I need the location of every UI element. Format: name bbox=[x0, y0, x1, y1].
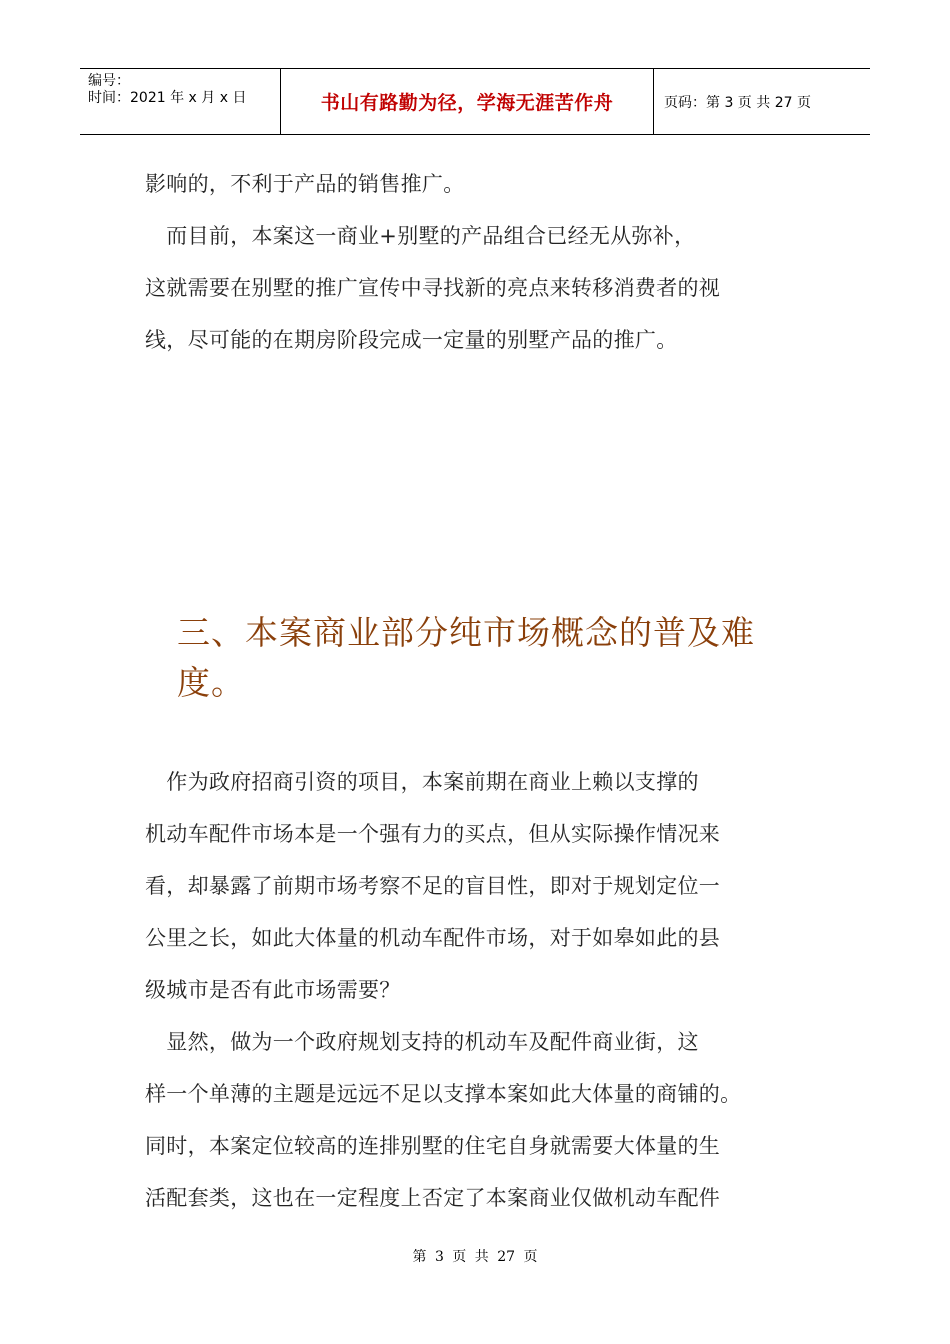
text-line: 级城市是否有此市场需要？ bbox=[145, 978, 401, 1002]
text-line: 样一个单薄的主题是远远不足以支撑本案如此大体量的商铺的。 bbox=[145, 1082, 742, 1106]
text-line: 而目前，本案这一商业+别墅的产品组合已经无从弥补， bbox=[145, 224, 696, 248]
paragraph-bottom bbox=[145, 756, 810, 1224]
heading-line-1: 三、本案商业部分纯市场概念的普及难 bbox=[177, 613, 755, 652]
header-meta bbox=[80, 69, 281, 134]
section-heading bbox=[177, 608, 827, 708]
paragraph-top bbox=[145, 158, 810, 366]
text-line: 显然，做为一个政府规划支持的机动车及配件商业街，这 bbox=[145, 1030, 699, 1054]
heading-line-2: 度。 bbox=[177, 663, 245, 702]
text-line: 活配套类，这也在一定程度上否定了本案商业仅做机动车配件 bbox=[145, 1186, 721, 1210]
time-label: 时间：2021 年 x 月 x 日 bbox=[88, 90, 247, 106]
text-line: 线，尽可能的在期房阶段完成一定量的别墅产品的推广。 bbox=[145, 328, 678, 352]
text-line: 机动车配件市场本是一个强有力的买点，但从实际操作情况来 bbox=[145, 822, 721, 846]
text-line: 看，却暴露了前期市场考察不足的盲目性，即对于规划定位一 bbox=[145, 874, 721, 898]
text-line: 影响的，不利于产品的销售推广。 bbox=[145, 172, 465, 196]
text-line: 这就需要在别墅的推广宣传中寻找新的亮点来转移消费者的视 bbox=[145, 276, 721, 300]
text-line: 作为政府招商引资的项目，本案前期在商业上赖以支撑的 bbox=[145, 770, 699, 794]
text-line: 同时，本案定位较高的连排别墅的住宅自身就需要大体量的生 bbox=[145, 1134, 721, 1158]
document-header bbox=[80, 68, 870, 135]
header-motto-cell bbox=[281, 69, 654, 134]
number-label: 编号： bbox=[88, 73, 130, 89]
text-line: 公里之长，如此大体量的机动车配件市场，对于如皋如此的县 bbox=[145, 926, 721, 950]
header-motto: 书山有路勤为径，学海无涯苦作舟 bbox=[320, 92, 614, 114]
header-page-info: 页码：第 3 页 共 27 页 bbox=[664, 94, 811, 111]
page-footer: 第 3 页 共 27 页 bbox=[412, 1249, 538, 1265]
